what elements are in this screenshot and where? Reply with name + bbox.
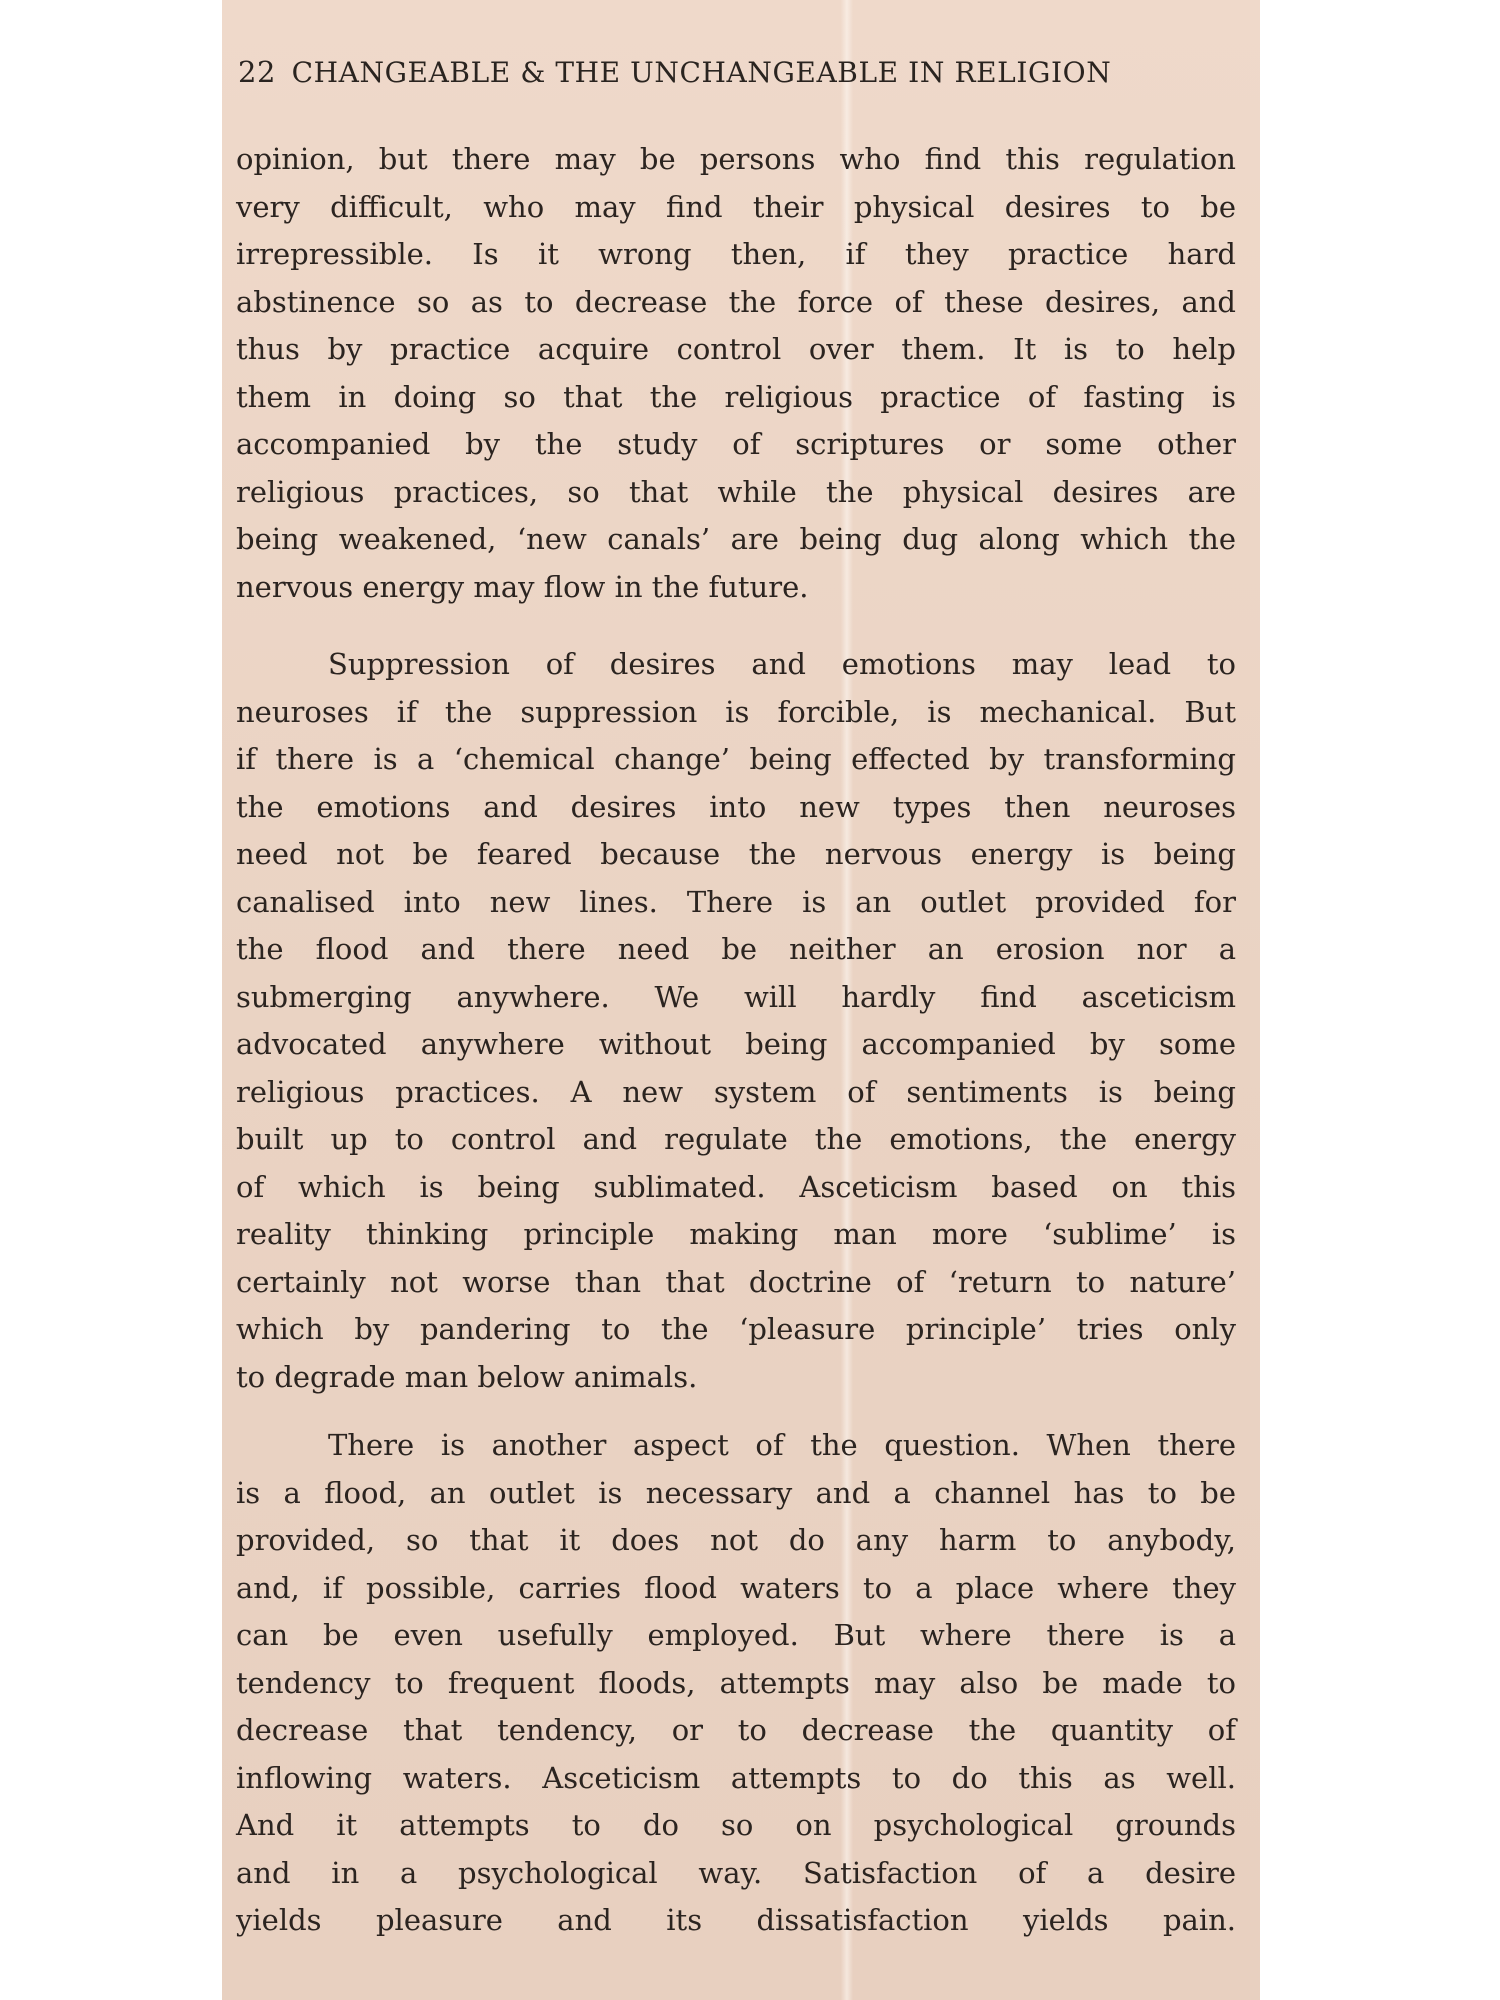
text-line: Suppression of desires and emotions may lead to (328, 647, 1236, 681)
text-line: the flood and there need be neither an erosion nor a (236, 932, 1236, 966)
text-line: need not be feared because the nervous energy is being (236, 837, 1236, 871)
text-line: religious practices. A new system of sentiments is being (236, 1074, 1236, 1109)
paragraph (236, 1422, 1236, 1945)
text-line: decrease that tendency, or to decrease the quantity of (236, 1713, 1236, 1747)
text-line: being weakened, ‘new canals’ are being dug along which the (236, 522, 1236, 556)
paragraph (236, 136, 1236, 611)
text-line: to degrade man below animals. (236, 1359, 698, 1394)
text-line: And it attempts to do so on psychological grounds (236, 1808, 1236, 1842)
text-line: is a flood, an outlet is necessary and a channel has to be (236, 1475, 1236, 1510)
text-line: them in doing so that the religious practice of fasting is (236, 379, 1236, 414)
text-line: tendency to frequent floods, attempts may also be made to (236, 1665, 1236, 1700)
paragraph (236, 641, 1236, 1401)
text-line: accompanied by the study of scriptures or some other (236, 427, 1236, 461)
paragraph-spacer (236, 611, 1236, 641)
text-line: thus by practice acquire control over them. It is to help (236, 332, 1236, 366)
text-line: built up to control and regulate the emotions, the energy (236, 1122, 1236, 1156)
scanned-page (222, 0, 1260, 2000)
running-head-title: CHANGEABLE & THE UNCHANGEABLE IN RELIGION (291, 56, 1112, 89)
page-number: 22 (238, 55, 277, 89)
text-line: if there is a ‘chemical change’ being effected by transforming (236, 742, 1236, 776)
text-line: There is another aspect of the question. When there (328, 1428, 1236, 1462)
text-line: opinion, but there may be persons who find this regulation (236, 142, 1236, 176)
body-text (236, 136, 1236, 1945)
paragraph-spacer (236, 1401, 1236, 1422)
text-line: reality thinking principle making man more ‘sublime’ is (236, 1217, 1236, 1251)
text-line: very difficult, who may find their physical desires to be (236, 189, 1236, 224)
text-line: certainly not worse than that doctrine of ‘return to nature’ (236, 1264, 1236, 1299)
text-line: canalised into new lines. There is an outlet provided for (236, 884, 1236, 919)
text-line: which by pandering to the ‘pleasure principle’ tries only (236, 1312, 1236, 1346)
text-line: provided, so that it does not do any harm to anybody, (236, 1523, 1236, 1557)
running-head (238, 55, 1111, 89)
text-line: can be even usefully employed. But where there is a (236, 1618, 1236, 1652)
text-line: the emotions and desires into new types then neuroses (236, 789, 1236, 824)
text-line: yields pleasure and its dissatisfaction yields pain. (236, 1903, 1236, 1937)
text-line: abstinence so as to decrease the force of these desires, and (236, 284, 1236, 319)
text-line: of which is being sublimated. Asceticism based on this (236, 1169, 1236, 1204)
text-line: inflowing waters. Asceticism attempts to do this as well. (236, 1760, 1236, 1795)
text-line: nervous energy may flow in the future. (236, 569, 809, 604)
text-line: and in a psychological way. Satisfaction of a desire (236, 1855, 1236, 1890)
text-line: religious practices, so that while the physical desires are (236, 474, 1236, 509)
text-line: advocated anywhere without being accompanied by some (236, 1027, 1236, 1061)
text-line: submerging anywhere. We will hardly find asceticism (236, 979, 1236, 1014)
text-line: neuroses if the suppression is forcible, is mechanical. But (236, 694, 1236, 729)
text-line: irrepressible. Is it wrong then, if they practice hard (236, 237, 1236, 271)
text-line: and, if possible, carries flood waters to a place where they (236, 1570, 1236, 1605)
